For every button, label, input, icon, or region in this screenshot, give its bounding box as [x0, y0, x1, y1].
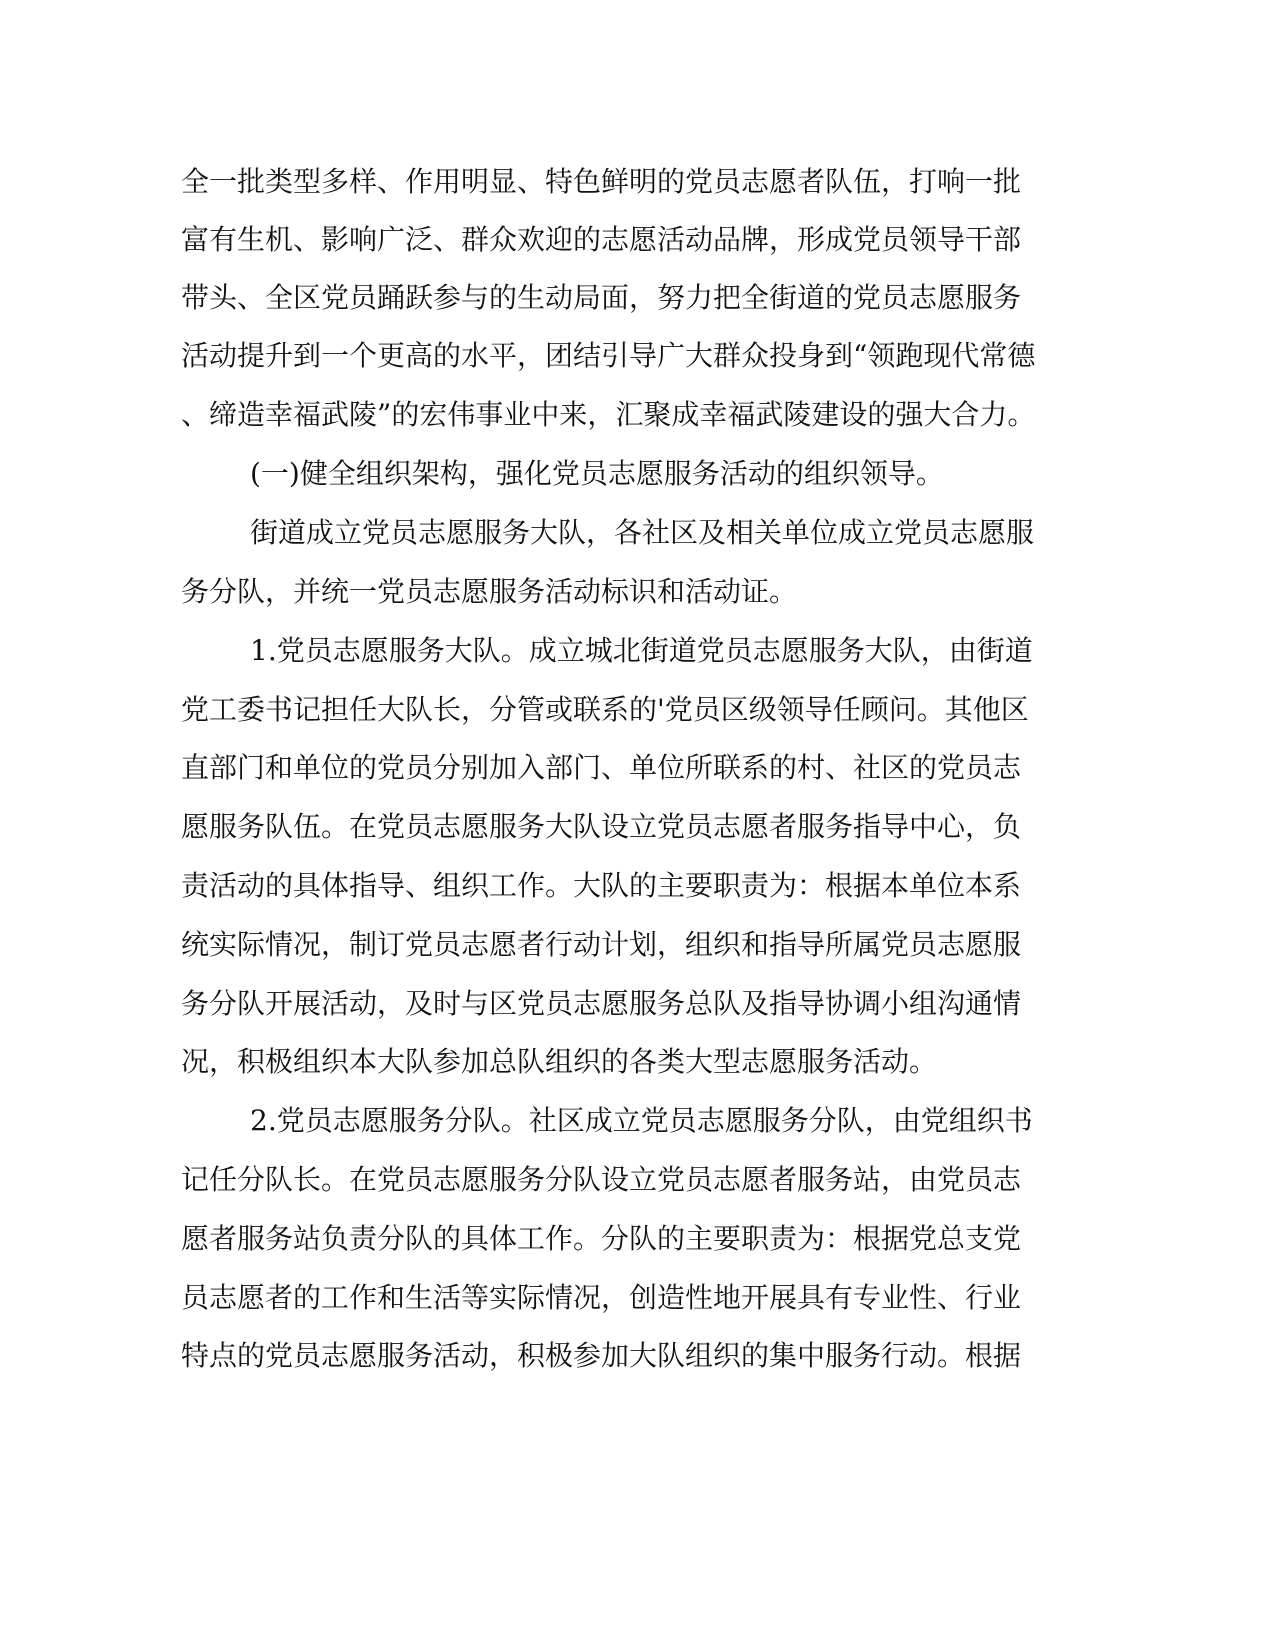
text-line: 2.党员志愿服务分队。社区成立党员志愿服务分队，由党组织书 [250, 1104, 1033, 1137]
text-line: 统实际情况，制订党员志愿者行动计划，组织和指导所属党员志愿服 [181, 928, 1022, 961]
text-line: 1.党员志愿服务大队。成立城北街道党员志愿服务大队，由街道 [250, 634, 1033, 667]
text-line: 街道成立党员志愿服务大队，各社区及相关单位成立党员志愿服 [250, 516, 1035, 549]
text-line: 务分队开展活动，及时与区党员志愿服务总队及指导协调小组沟通情 [181, 987, 1022, 1020]
text-line: 员志愿者的工作和生活等实际情况，创造性地开展具有专业性、行业 [181, 1281, 1022, 1314]
text-line: 直部门和单位的党员分别加入部门、单位所联系的村、社区的党员志 [181, 751, 1022, 784]
text-line: 活动提升到一个更高的水平，团结引导广大群众投身到“领跑现代常德 [181, 339, 1036, 372]
text-line: 务分队，并统一党员志愿服务活动标识和活动证。 [181, 575, 798, 608]
text-line: 况，积极组织本大队参加总队组织的各类大型志愿服务活动。 [181, 1045, 938, 1078]
text-line: 全一批类型多样、作用明显、特色鲜明的党员志愿者队伍，打响一批 [181, 165, 1022, 198]
text-line: 愿者服务站负责分队的具体工作。分队的主要职责为：根据党总支党 [181, 1222, 1022, 1255]
text-line: 责活动的具体指导、组织工作。大队的主要职责为：根据本单位本系 [181, 869, 1022, 902]
section-heading: (一)健全组织架构，强化党员志愿服务活动的组织领导。 [250, 457, 944, 490]
text-line: 特点的党员志愿服务活动，积极参加大队组织的集中服务行动。根据 [181, 1339, 1022, 1372]
text-line: 党工委书记担任大队长，分管或联系的'党员区级领导任顾问。其他区 [181, 693, 1029, 726]
text-line: 富有生机、影响广泛、群众欢迎的志愿活动品牌，形成党员领导干部 [181, 223, 1022, 256]
text-line: 愿服务队伍。在党员志愿服务大队设立党员志愿者服务指导中心，负 [181, 810, 1022, 843]
text-line: 记任分队长。在党员志愿服务分队设立党员志愿者服务站，由党员志 [181, 1163, 1022, 1196]
text-line: 、缔造幸福武陵”的宏伟事业中来，汇聚成幸福武陵建设的强大合力。 [181, 398, 1036, 431]
text-line: 带头、全区党员踊跃参与的生动局面，努力把全街道的党员志愿服务 [181, 281, 1022, 314]
